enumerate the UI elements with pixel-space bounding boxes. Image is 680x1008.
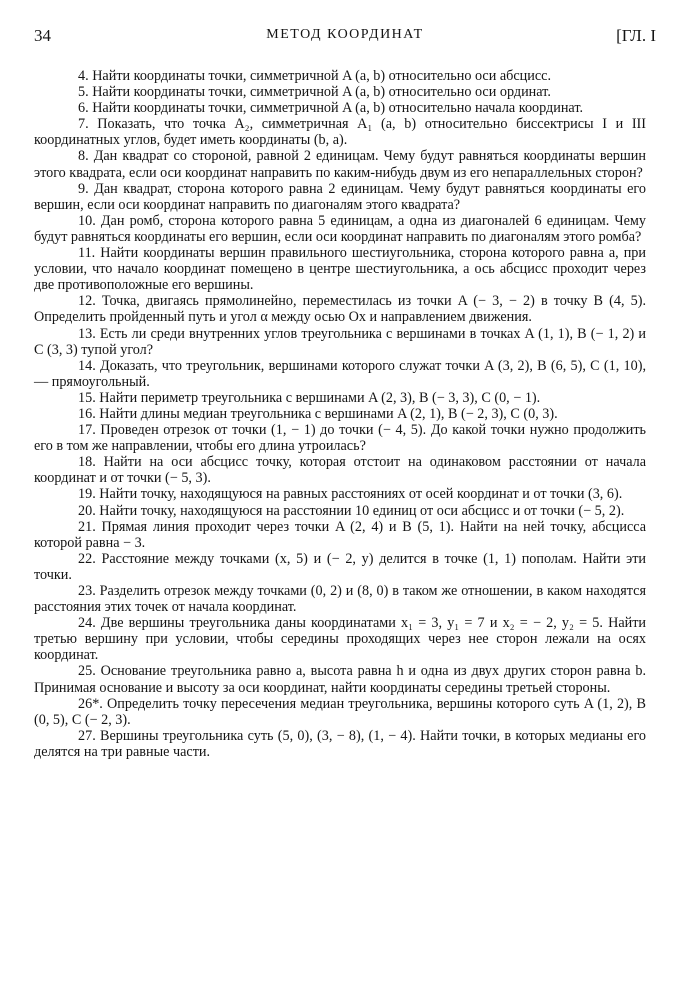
- problem-item: [34, 615, 646, 663]
- problem-number: 5.: [78, 84, 89, 101]
- problem-text: Основание треугольника равно a, высота равна h и одна из двух других сторон равна b. Принимая основание и высоту за оси координат, найти координаты середины третьей стороны.: [34, 663, 646, 696]
- problem-text: Найти координаты точки, симметричной A (a, b) относительно оси ординат.: [92, 84, 551, 101]
- problem-number: 20.: [78, 502, 96, 519]
- problem-item: [34, 551, 646, 583]
- problem-number: 23.: [78, 583, 96, 599]
- problem-text: Дан квадрат со стороной, равной 2 единицам. Чему будут равняться координаты вершин этого квадрата, если оси координат направить по каким-нибудь двум из его непараллельных сторон?: [34, 148, 646, 181]
- problem-number: 16.: [78, 405, 96, 422]
- problem-text: Найти координаты точки, симметричной A (a, b) относительно оси абсцисс.: [92, 68, 551, 84]
- problem-item: [34, 100, 646, 116]
- problem-item: [34, 728, 646, 760]
- running-title: МЕТОД КООРДИНАТ: [266, 27, 424, 42]
- problem-item: [34, 422, 646, 454]
- problem-number: 19.: [78, 486, 96, 503]
- problem-item: [34, 519, 646, 551]
- problem-number: 4.: [78, 68, 89, 84]
- problem-text: Дан ромб, сторона которого равна 5 единицам, а одна из диагоналей 6 единицам. Чему будут равняться координаты его вершин, если оси координат направить по диагоналям этого ромба?: [34, 212, 646, 245]
- problem-text: Дан квадрат, сторона которого равна 2 единицам. Чему будут равняться координаты его вершин, если оси координат направить по диагоналям этого квадрата?: [34, 180, 646, 213]
- problem-text: Показать, что точка A₂, симметричная A₁ (a, b) относительно биссектрисы I и III координатных углов, будет иметь координаты (b, a).: [34, 116, 647, 149]
- problem-text: Две вершины треугольника даны координатами x₁ = 3, y₁ = 7 и x₂ = − 2, y₂ = 5. Найти третью вершину при условии, чтобы середины проходящих через нее сторон лежали на осях координат.: [34, 615, 647, 664]
- problem-text: Доказать, что треугольник, вершинами которого служат точки A (3, 2), B (6, 5), C (1, 10),— прямоугольный.: [34, 357, 646, 390]
- problem-number: 21.: [78, 518, 96, 535]
- problem-item: [34, 245, 646, 293]
- problem-item: [34, 68, 646, 84]
- problem-item: [34, 663, 646, 695]
- problem-item: [34, 390, 646, 406]
- problem-text: Определить точку пересечения медиан треугольника, вершины которого суть A (1, 2), B (0, 5), C (− 2, 3).: [34, 695, 646, 728]
- problem-item: [34, 116, 646, 148]
- problem-item: [34, 503, 646, 519]
- problem-item: [34, 486, 646, 502]
- problem-text: Найти точку, находящуюся на расстоянии 10 единиц от оси абсцисс и от точки (− 5, 2).: [99, 502, 625, 519]
- problem-item: [34, 406, 646, 422]
- problem-number: 15.: [78, 389, 96, 406]
- problem-text: Точка, двигаясь прямолинейно, переместилась из точки A (− 3, − 2) в точку B (4, 5). Определить пройденный путь и угол α между осью Ox и направлением движения.: [34, 293, 646, 326]
- problem-number: 9.: [78, 180, 89, 197]
- problem-number: 7.: [78, 116, 89, 133]
- problem-text: Разделить отрезок между точками (0, 2) и (8, 0) в таком же отношении, в каком находятся расстояния этих точек от начала координат.: [34, 583, 646, 616]
- problem-number: 13.: [78, 325, 96, 342]
- problem-number: 22.: [78, 550, 96, 567]
- problem-text: Проведен отрезок от точки (1, − 1) до точки (− 4, 5). До какой точки нужно продолжить его в том же направлении, чтобы его длина утроилась?: [34, 422, 646, 455]
- problem-number: 18.: [78, 454, 96, 471]
- problem-item: [34, 84, 646, 100]
- problem-text: Найти длины медиан треугольника с вершинами A (2, 1), B (− 2, 3), C (0, 3).: [99, 405, 558, 422]
- problem-text: Найти точку, находящуюся на равных расстояниях от осей координат и от точки (3, 6).: [99, 486, 623, 503]
- problem-text: Найти на оси абсцисс точку, которая отстоит на одинаковом расстоянии от начала координат и от точки (− 5, 3).: [34, 454, 647, 487]
- problem-text: Вершины треугольника суть (5, 0), (3, − 8), (1, − 4). Найти точки, в которых медианы его делятся на три равные части.: [34, 727, 647, 760]
- problem-item: [34, 148, 646, 180]
- problem-text: Есть ли среди внутренних углов треугольника с вершинами в точках A (1, 1), B (− 1, 2) и C (3, 3) тупой угол?: [34, 325, 647, 358]
- problem-text: Найти координаты точки, симметричной A (a, b) относительно начала координат.: [92, 100, 584, 117]
- page-header: [34, 26, 656, 50]
- problem-number: 11.: [78, 245, 96, 262]
- problem-item: [34, 293, 646, 325]
- problem-number: 24.: [78, 615, 96, 632]
- problem-item: [34, 213, 646, 245]
- problem-number: 25.: [78, 663, 96, 680]
- problem-number: 6.: [78, 100, 89, 117]
- problem-text: Прямая линия проходит через точки A (2, 4) и B (5, 1). Найти на ней точку, абсцисса которой равна − 3.: [34, 518, 647, 551]
- problem-number: 27.: [78, 727, 96, 744]
- problem-number: 10.: [78, 212, 96, 229]
- problem-text: Найти периметр треугольника с вершинами A (2, 3), B (− 3, 3), C (0, − 1).: [99, 389, 541, 406]
- problem-number: 26*.: [78, 695, 103, 712]
- problem-item: [34, 454, 646, 486]
- problem-text: Расстояние между точками (x, 5) и (− 2, y) делится в точке (1, 1) пополам. Найти эти точки.: [34, 550, 647, 583]
- chapter-label: [ГЛ. I: [616, 26, 656, 45]
- problem-item: [34, 326, 646, 358]
- problem-item: [34, 696, 646, 728]
- problem-number: 8.: [78, 148, 89, 165]
- problem-text: Найти координаты вершин правильного шестиугольника, сторона которого равна a, при условии, что начало координат помещено в центре шестиугольника, а ось абсцисс проходит через две противоположные его вершины.: [34, 245, 646, 294]
- problem-item: [34, 583, 646, 615]
- problem-number: 14.: [78, 357, 96, 374]
- problem-number: 12.: [78, 293, 96, 310]
- problem-number: 17.: [78, 422, 96, 439]
- problem-item: [34, 181, 646, 213]
- page-number: 34: [34, 26, 51, 45]
- problem-item: [34, 358, 646, 390]
- problem-list: [34, 68, 646, 760]
